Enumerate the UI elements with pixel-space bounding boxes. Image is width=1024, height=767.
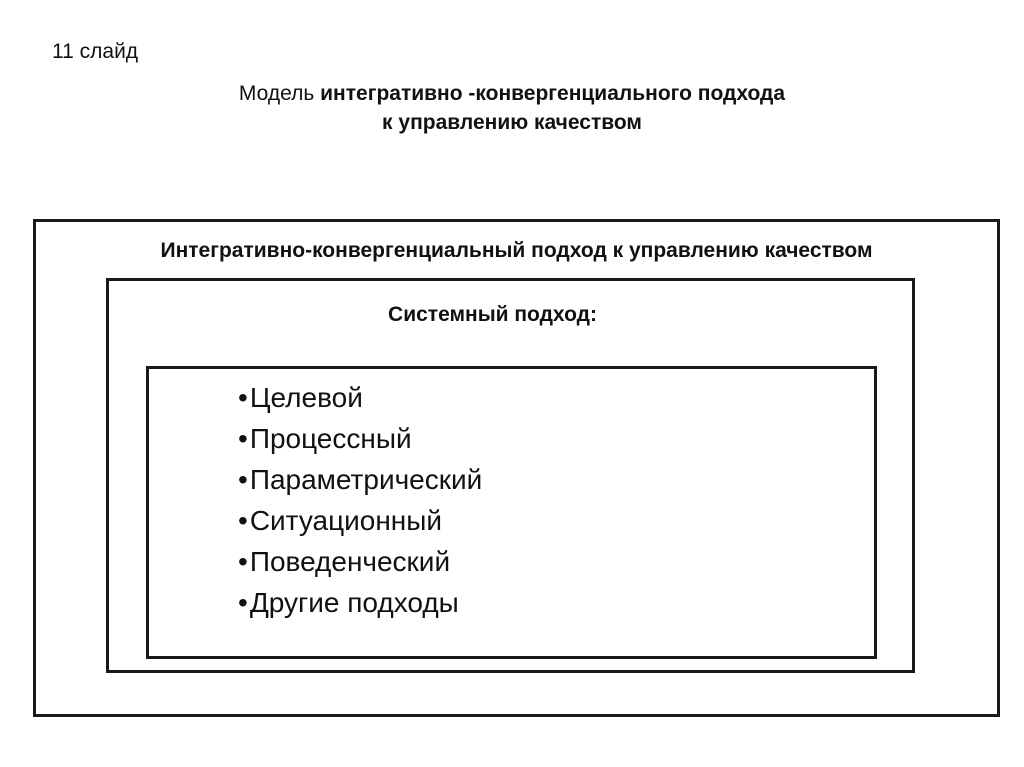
approach-item <box>238 582 482 623</box>
approach-label: Процессный <box>249 423 412 454</box>
approach-label: Другие подходы <box>249 587 459 618</box>
approach-label: Целевой <box>249 382 363 413</box>
title-line-1 <box>0 79 1024 108</box>
approach-item <box>238 377 482 418</box>
approach-label: Поведенческий <box>249 546 451 577</box>
approach-label: Параметрический <box>249 464 483 495</box>
approach-label: Ситуационный <box>249 505 443 536</box>
approach-item <box>238 418 482 459</box>
title-line-2: к управлению качеством <box>382 111 642 134</box>
approach-item <box>238 500 482 541</box>
bullet: • <box>238 546 248 577</box>
slide-number: 11 слайд <box>52 40 139 63</box>
bullet: • <box>238 587 248 618</box>
outer-frame-heading: Интегративно-конвергенциальный подход к управлению качеством <box>160 239 873 262</box>
bullet: • <box>238 382 248 413</box>
title-bold-part-1: интегративно -конвергенциального подхода <box>320 82 786 105</box>
middle-frame-heading: Системный подход: <box>388 303 597 326</box>
title-prefix: Модель <box>238 82 321 105</box>
bullet: • <box>238 423 248 454</box>
approach-item <box>238 459 482 500</box>
bullet: • <box>238 505 248 536</box>
slide-title <box>0 79 1024 137</box>
approach-item <box>238 541 482 582</box>
approaches-list <box>238 377 482 623</box>
bullet: • <box>238 464 248 495</box>
